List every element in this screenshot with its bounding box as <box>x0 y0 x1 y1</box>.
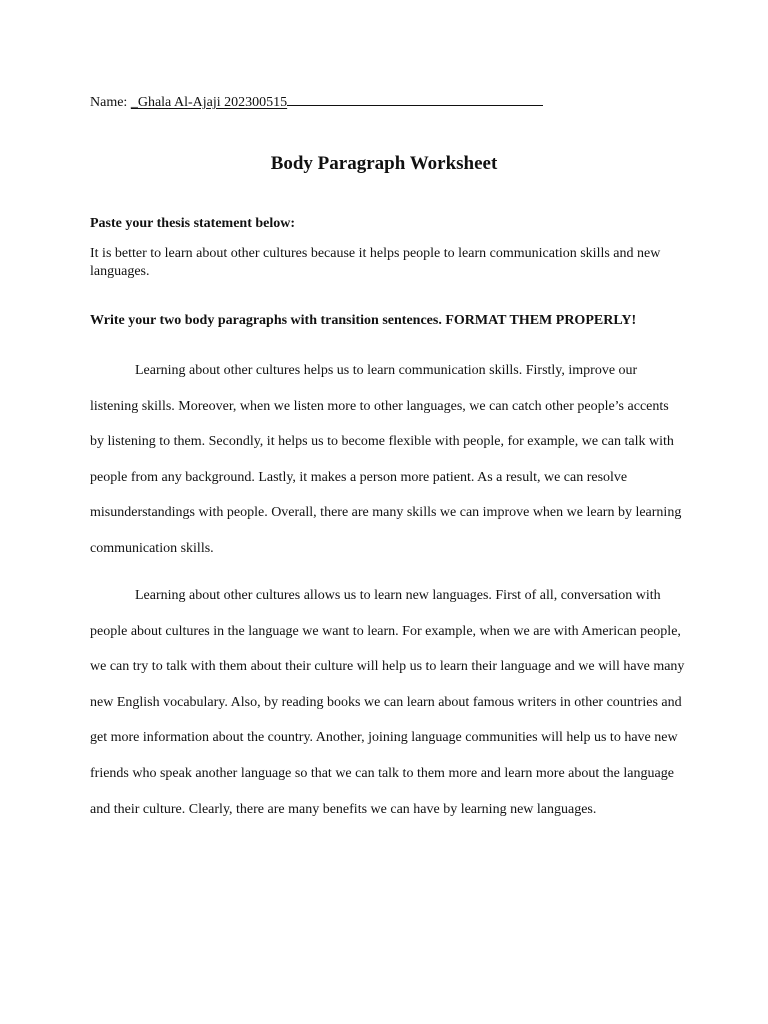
thesis-prompt: Paste your thesis statement below: <box>90 216 296 231</box>
worksheet-title: Body Paragraph Worksheet <box>270 153 498 174</box>
name-line <box>90 93 543 112</box>
body-paragraph-1: Learning about other cultures helps us to learn communication skills. Firstly, improve our listening skills. Moreover, when we listen more to other languages, we can catch other people’s accents by listening to them. Secondly, it helps us to become flexible with people, for example, we can talk with people from any background. Lastly, it makes a person more patient. As a result, we can resolve misunderstandings with people. Overall, there are many skills we can improve when we learn by learning communication skills. <box>90 363 682 556</box>
name-blank-rule <box>287 93 543 106</box>
thesis-statement: It is better to learn about other cultures because it helps people to learn communication skills and new languages. <box>90 246 661 279</box>
name-value: _Ghala Al-Ajaji 202300515 <box>130 95 288 110</box>
name-label: Name: <box>90 95 131 110</box>
body-paragraphs-prompt: Write your two body paragraphs with transition sentences. FORMAT THEM PROPERLY! <box>90 313 637 328</box>
body-paragraph-2: Learning about other cultures allows us to learn new languages. First of all, conversation with people about cultures in the language we want to learn. For example, when we are with American people, we can try to talk with them about their culture will help us to learn their language and we will have many new English vocabulary. Also, by reading books we can learn about famous writers in other countries and get more information about the country. Another, joining language communities will help us to have new friends who speak another language so that we can talk to them more and learn more about the language and their culture. Clearly, there are many benefits we can have by learning new languages. <box>90 588 685 817</box>
